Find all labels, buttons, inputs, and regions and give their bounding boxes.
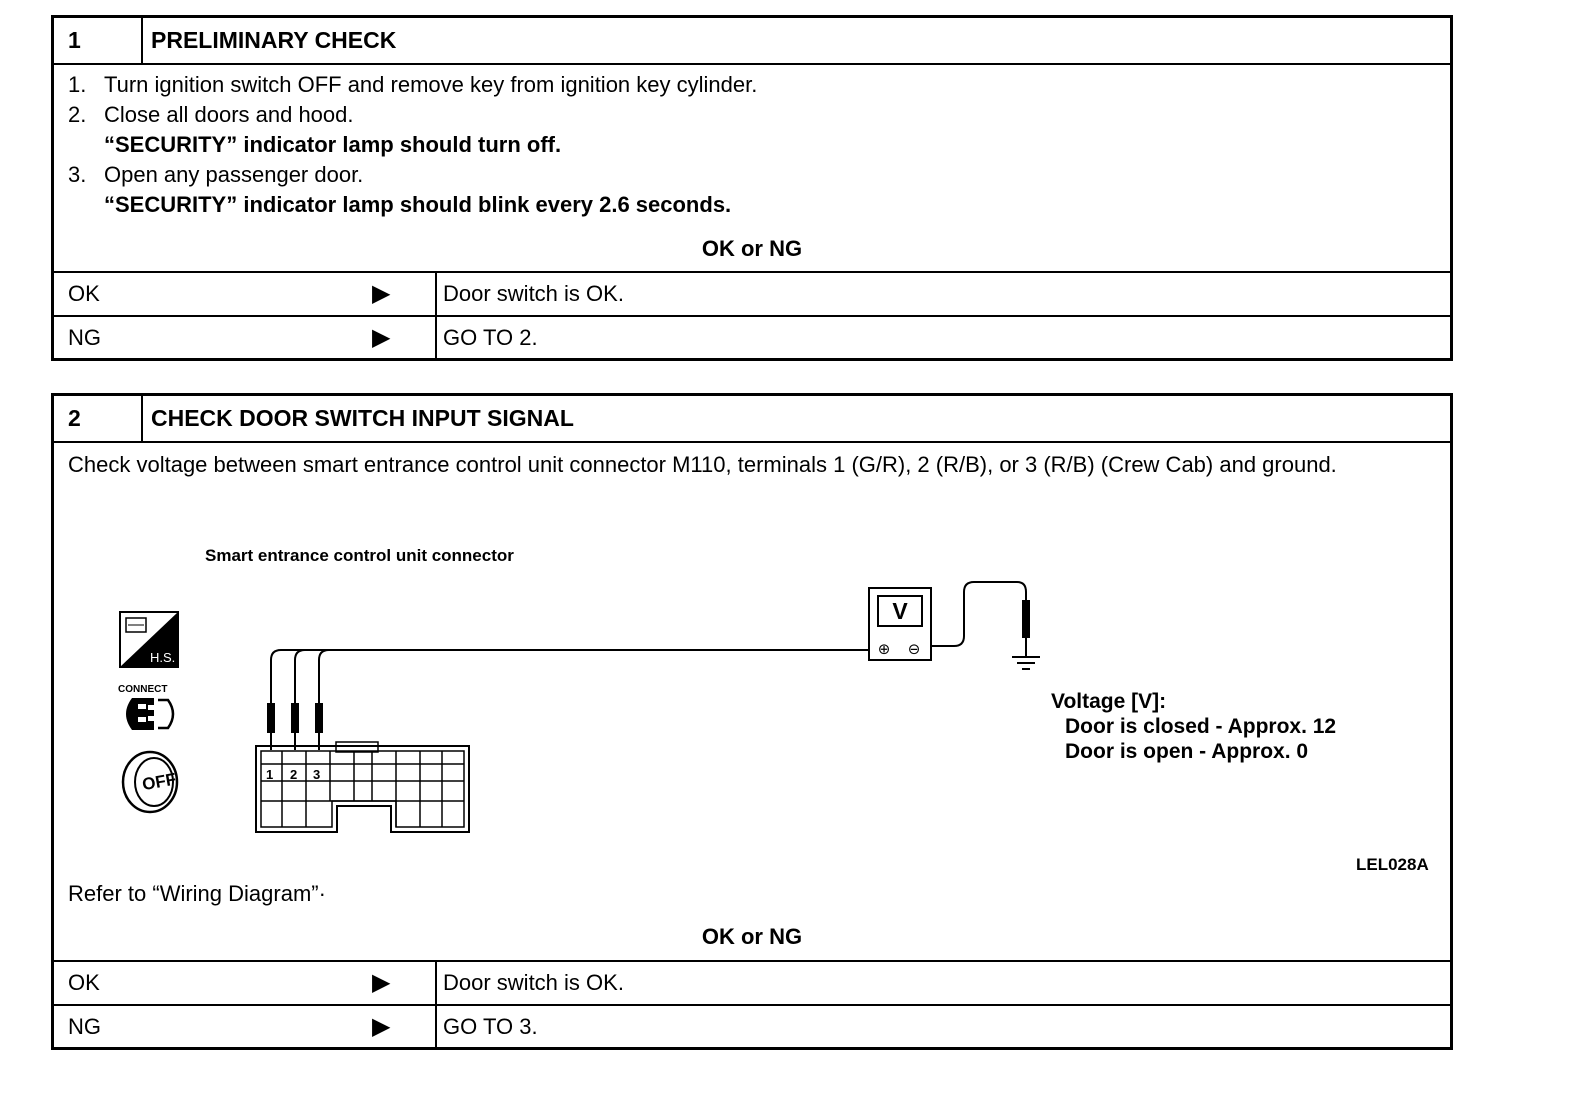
svg-text:V: V xyxy=(892,598,908,624)
column-divider xyxy=(435,1006,437,1048)
harness-side-icon xyxy=(120,612,178,667)
result-text: Door switch is OK. xyxy=(443,281,624,306)
figure-code: LEL028A xyxy=(1356,855,1429,874)
connector-label: Smart entrance control unit connector xyxy=(205,546,514,565)
voltage-open: Door is open - Approx. 0 xyxy=(1065,740,1309,763)
result-key: OK xyxy=(68,281,100,306)
svg-text:CONNECT: CONNECT xyxy=(118,684,168,695)
svg-text:3: 3 xyxy=(313,767,321,782)
arrow-right-icon: ▶ xyxy=(372,1013,391,1040)
voltage-spec xyxy=(1051,689,1336,764)
step-title: CHECK DOOR SWITCH INPUT SIGNAL xyxy=(151,405,574,431)
svg-text:H.S.: H.S. xyxy=(150,650,176,665)
connect-icon xyxy=(118,684,173,730)
probe-tips xyxy=(267,703,323,750)
svg-text:⊖: ⊖ xyxy=(907,640,921,658)
arrow-right-icon: ▶ xyxy=(372,280,391,307)
step-2-instruction: Check voltage between smart entrance control unit connector M110, terminals 1 (G/R), 2 (R/B), or 3 (R/B) (Crew Cab) and ground. xyxy=(68,452,1337,477)
voltage-title: Voltage [V]: xyxy=(1051,690,1167,713)
column-divider xyxy=(435,317,437,359)
result-key: NG xyxy=(68,325,101,350)
result-text: Door switch is OK. xyxy=(443,970,624,995)
svg-text:OFF: OFF xyxy=(140,769,178,795)
result-key: NG xyxy=(68,1014,101,1039)
instruction-text: Close all doors and hood. xyxy=(104,102,354,127)
arrow-right-icon: ▶ xyxy=(372,969,391,996)
instruction-number: 1. xyxy=(68,72,87,97)
instruction-number: 3. xyxy=(68,162,87,187)
result-row-ok xyxy=(54,960,1450,1004)
ignition-off-icon xyxy=(123,752,178,812)
voltage-closed: Door is closed - Approx. 12 xyxy=(1065,715,1337,738)
instruction-note: “SECURITY” indicator lamp should blink every 2.6 seconds. xyxy=(104,192,732,217)
svg-text:1: 1 xyxy=(266,767,274,782)
ground-lead xyxy=(931,582,1026,646)
step-number: 1 xyxy=(54,18,143,63)
step-1-table xyxy=(51,15,1453,361)
arrow-right-icon: ▶ xyxy=(372,324,391,351)
result-row-ng xyxy=(54,1004,1450,1048)
step-number: 2 xyxy=(54,396,143,441)
connector-body xyxy=(256,742,469,832)
result-row-ng xyxy=(54,315,1450,359)
instruction-text: Turn ignition switch OFF and remove key from ignition key cylinder. xyxy=(104,72,758,97)
column-divider xyxy=(435,273,437,315)
step-2-table xyxy=(51,393,1453,1050)
ok-or-ng-label: OK or NG xyxy=(701,924,803,949)
instruction-note: “SECURITY” indicator lamp should turn off. xyxy=(104,132,562,157)
ok-or-ng-label: OK or NG xyxy=(701,236,803,261)
result-text: GO TO 3. xyxy=(443,1014,538,1039)
step-title: PRELIMINARY CHECK xyxy=(151,27,397,53)
instruction-text: Open any passenger door. xyxy=(104,162,364,187)
result-key: OK xyxy=(68,970,100,995)
refer-wiring-diagram: Refer to “Wiring Diagram”· xyxy=(68,881,326,906)
result-row-ok xyxy=(54,271,1450,315)
instruction-number: 2. xyxy=(68,102,87,127)
step-1-header xyxy=(54,18,1450,65)
svg-text:2: 2 xyxy=(290,767,298,782)
result-text: GO TO 2. xyxy=(443,325,538,350)
voltmeter xyxy=(869,588,931,660)
column-divider xyxy=(435,962,437,1004)
wiring-figure xyxy=(54,396,1452,896)
svg-text:⊕: ⊕ xyxy=(877,640,891,658)
ground-probe xyxy=(1012,600,1040,669)
probe-leads xyxy=(271,650,869,741)
terminal-labels xyxy=(266,767,320,782)
